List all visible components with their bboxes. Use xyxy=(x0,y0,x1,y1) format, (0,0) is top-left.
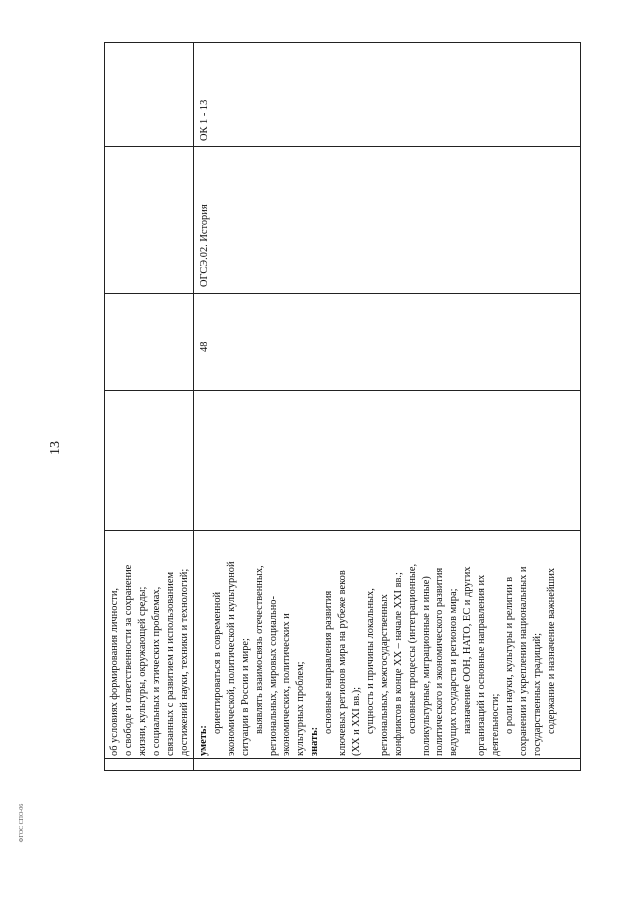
content-line: об условиях формирования личности, xyxy=(109,588,120,756)
content-line: экономической, политической и культурной xyxy=(225,561,237,756)
content-line: выявлять взаимосвязь отечественных, xyxy=(253,565,265,734)
competences-cell: ОК 1 - 13 xyxy=(199,99,210,141)
content-line: ориентироваться в современной xyxy=(211,591,223,734)
content-line: о роли науки, культуры и религии в xyxy=(503,576,515,734)
content-line: (XX и XXI вв.); xyxy=(350,686,362,756)
content-line: культурных проблем; xyxy=(295,661,307,756)
content-line: экономических, политических и xyxy=(281,613,293,756)
content-line: назначение ООН, НАТО, ЕС и других xyxy=(462,566,474,734)
content-line: ситуации в России и мире; xyxy=(239,638,251,756)
table-border-bottom xyxy=(104,770,581,771)
content-line: региональных, межгосударственных xyxy=(378,594,390,756)
table-col-divider xyxy=(104,390,581,391)
table-col-divider xyxy=(104,758,581,759)
discipline-cell: ОГСЭ.02. История xyxy=(199,204,210,287)
table-row-divider xyxy=(193,42,194,770)
content-line: жизни, культуры, окружающей среды; xyxy=(136,586,148,756)
page-number: 13 xyxy=(48,441,63,455)
table-border-left xyxy=(104,42,105,770)
table-border-right xyxy=(580,42,581,770)
content-line: основные процессы (интеграционные, xyxy=(406,563,418,734)
section-heading: уметь: xyxy=(198,725,209,756)
table-col-divider xyxy=(104,146,581,147)
row2-content xyxy=(197,561,559,756)
table-border-top xyxy=(104,42,581,43)
content-line: государственных традиций; xyxy=(531,633,543,756)
content-line: ключевых регионов мира на рубеже веков xyxy=(337,570,349,756)
content-line: конфликтов в конце XX – начале XXI вв.; xyxy=(392,572,404,756)
hours-cell: 48 xyxy=(199,341,210,352)
table-col-divider xyxy=(104,530,581,531)
table-col-divider xyxy=(104,293,581,294)
row1-content xyxy=(108,565,191,756)
content-line: ведущих государств и регионов мира; xyxy=(448,588,460,756)
content-line: деятельности; xyxy=(490,693,502,756)
content-line: о социальных и этических проблемах, xyxy=(150,586,162,756)
content-line: сущность и причины локальных, xyxy=(364,588,376,734)
content-line: основные направления развития xyxy=(323,590,335,734)
content-line: сохранении и укреплении национальных и xyxy=(517,566,529,756)
content-line: региональных, мировых социально- xyxy=(267,596,279,756)
content-line: поликультурные, миграционные и иные) xyxy=(420,576,432,756)
footer-code: ФГОС СПО-06 xyxy=(19,803,25,843)
content-line: о свободе и ответственности за сохранение xyxy=(122,564,134,756)
content-line: связанных с развитием и использованием xyxy=(164,571,176,756)
content-line: достижений науки, техники и технологий; xyxy=(178,568,190,756)
content-line: организаций и основные направления их xyxy=(476,574,488,756)
section-heading: знать: xyxy=(309,726,321,756)
content-line: содержание и назначение важнейших xyxy=(545,567,557,734)
content-line: политического и экономического развития xyxy=(434,567,446,756)
